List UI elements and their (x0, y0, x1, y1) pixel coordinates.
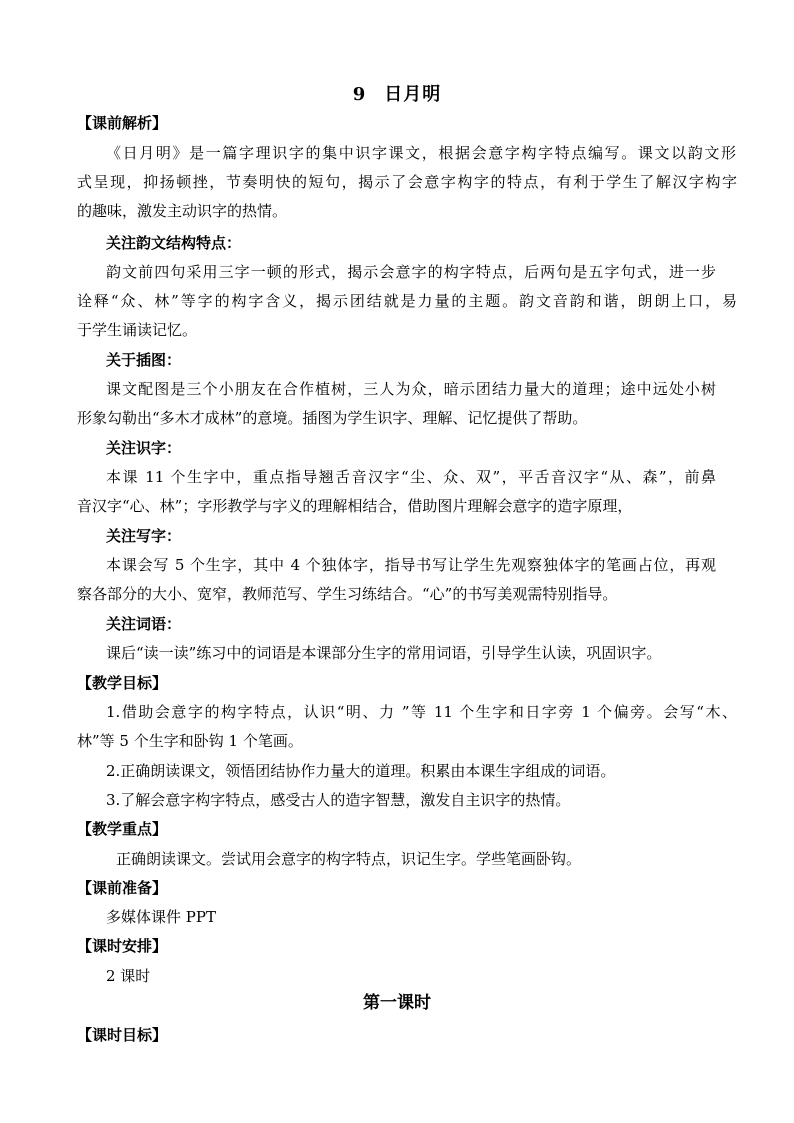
page-title (0, 80, 794, 106)
paragraph-line: 韵文前四句采用三字一顿的形式，揭示会意字的构字特点，后两句是五字句式，进一步 (106, 263, 716, 281)
goal-item: 2.正确朗读课文，领悟团结协作力量大的道理。积累由本课生字组成的词语。 (106, 762, 616, 780)
goal-item: 1.借助会意字的构字特点，认识“明、力 ”等 11 个生字和日字旁 1 个偏旁。会写“木、 (106, 703, 737, 721)
schedule-paragraph: 2 课时 (106, 967, 151, 985)
title-text: 日月明 (384, 84, 442, 105)
paragraph-line: 课后“读一读”练习中的词语是本课部分生字的常用词语，引导学生认读，巩固识字。 (106, 644, 662, 662)
paragraph-line: 课文配图是三个小朋友在合作植树，三人为众，暗示团结力量大的道理；途中远处小树 (106, 380, 716, 398)
schedule-heading: 【课时安排】 (77, 937, 168, 955)
goal-item: 3.了解会意字构字特点，感受古人的造字智慧，激发自主识字的热情。 (106, 791, 571, 809)
goals-heading: 【教学目标】 (77, 674, 168, 692)
paragraph-line: 音汉字“心、林”；字形教学与字义的理解相结合，借助图片理解会意字的造字原理， (77, 497, 633, 515)
key-paragraph: 正确朗读课文。尝试用会意字的构字特点，识记生字。学些笔画卧钩。 (116, 850, 582, 868)
goal-item: 林”等 5 个生字和卧钩 1 个笔画。 (77, 732, 303, 750)
prep-heading: 【课前准备】 (77, 879, 168, 897)
title-number: 9 (352, 84, 367, 105)
prep-paragraph: 多媒体课件 PPT (106, 908, 216, 926)
paragraph-line: 本课 11 个生字中，重点指导翘舌音汉字“尘、众、双”，平舌音汉字“从、森”，前鼻 (106, 468, 716, 486)
paragraph-line: 式呈现，抑扬顿挫，节奏明快的短句，揭示了会意字构字的特点，有利于学生了解汉字构字 (77, 173, 737, 191)
writing-heading: 关注写字： (106, 527, 182, 545)
lesson-goals-heading: 【课时目标】 (77, 1026, 168, 1044)
paragraph-line: 本课会写 5 个生字，其中 4 个独体字，指导书写让学生先观察独体字的笔画占位，再观 (106, 556, 716, 574)
illustration-heading: 关于插图： (106, 351, 182, 369)
paragraph-line: 察各部分的大小、宽窄，教师范写、学生习练结合。“心”的书写美观需特别指导。 (77, 585, 618, 603)
pre-analysis-heading: 【课前解析】 (77, 114, 168, 132)
words-heading: 关注词语： (106, 615, 182, 633)
literacy-heading: 关注识字： (106, 439, 182, 457)
paragraph-line: 《日月明》是一篇字理识字的集中识字课文，根据会意字构字特点编写。课文以韵文形 (106, 144, 736, 162)
paragraph-line: 形象勾勒出“多木才成林”的意境。插图为学生识字、理解、记忆提供了帮助。 (77, 409, 588, 427)
structure-heading: 关注韵文结构特点： (106, 234, 242, 252)
key-heading: 【教学重点】 (77, 820, 168, 838)
paragraph-line: 诠释“众、林”等字的构字含义，揭示团结就是力量的主题。韵文音韵和谐，朗朗上口，易 (77, 292, 737, 310)
paragraph-line: 的趣味，激发主动识字的热情。 (77, 202, 288, 220)
lesson-one-title: 第一课时 (363, 993, 431, 1013)
paragraph-line: 于学生诵读记忆。 (77, 321, 198, 339)
